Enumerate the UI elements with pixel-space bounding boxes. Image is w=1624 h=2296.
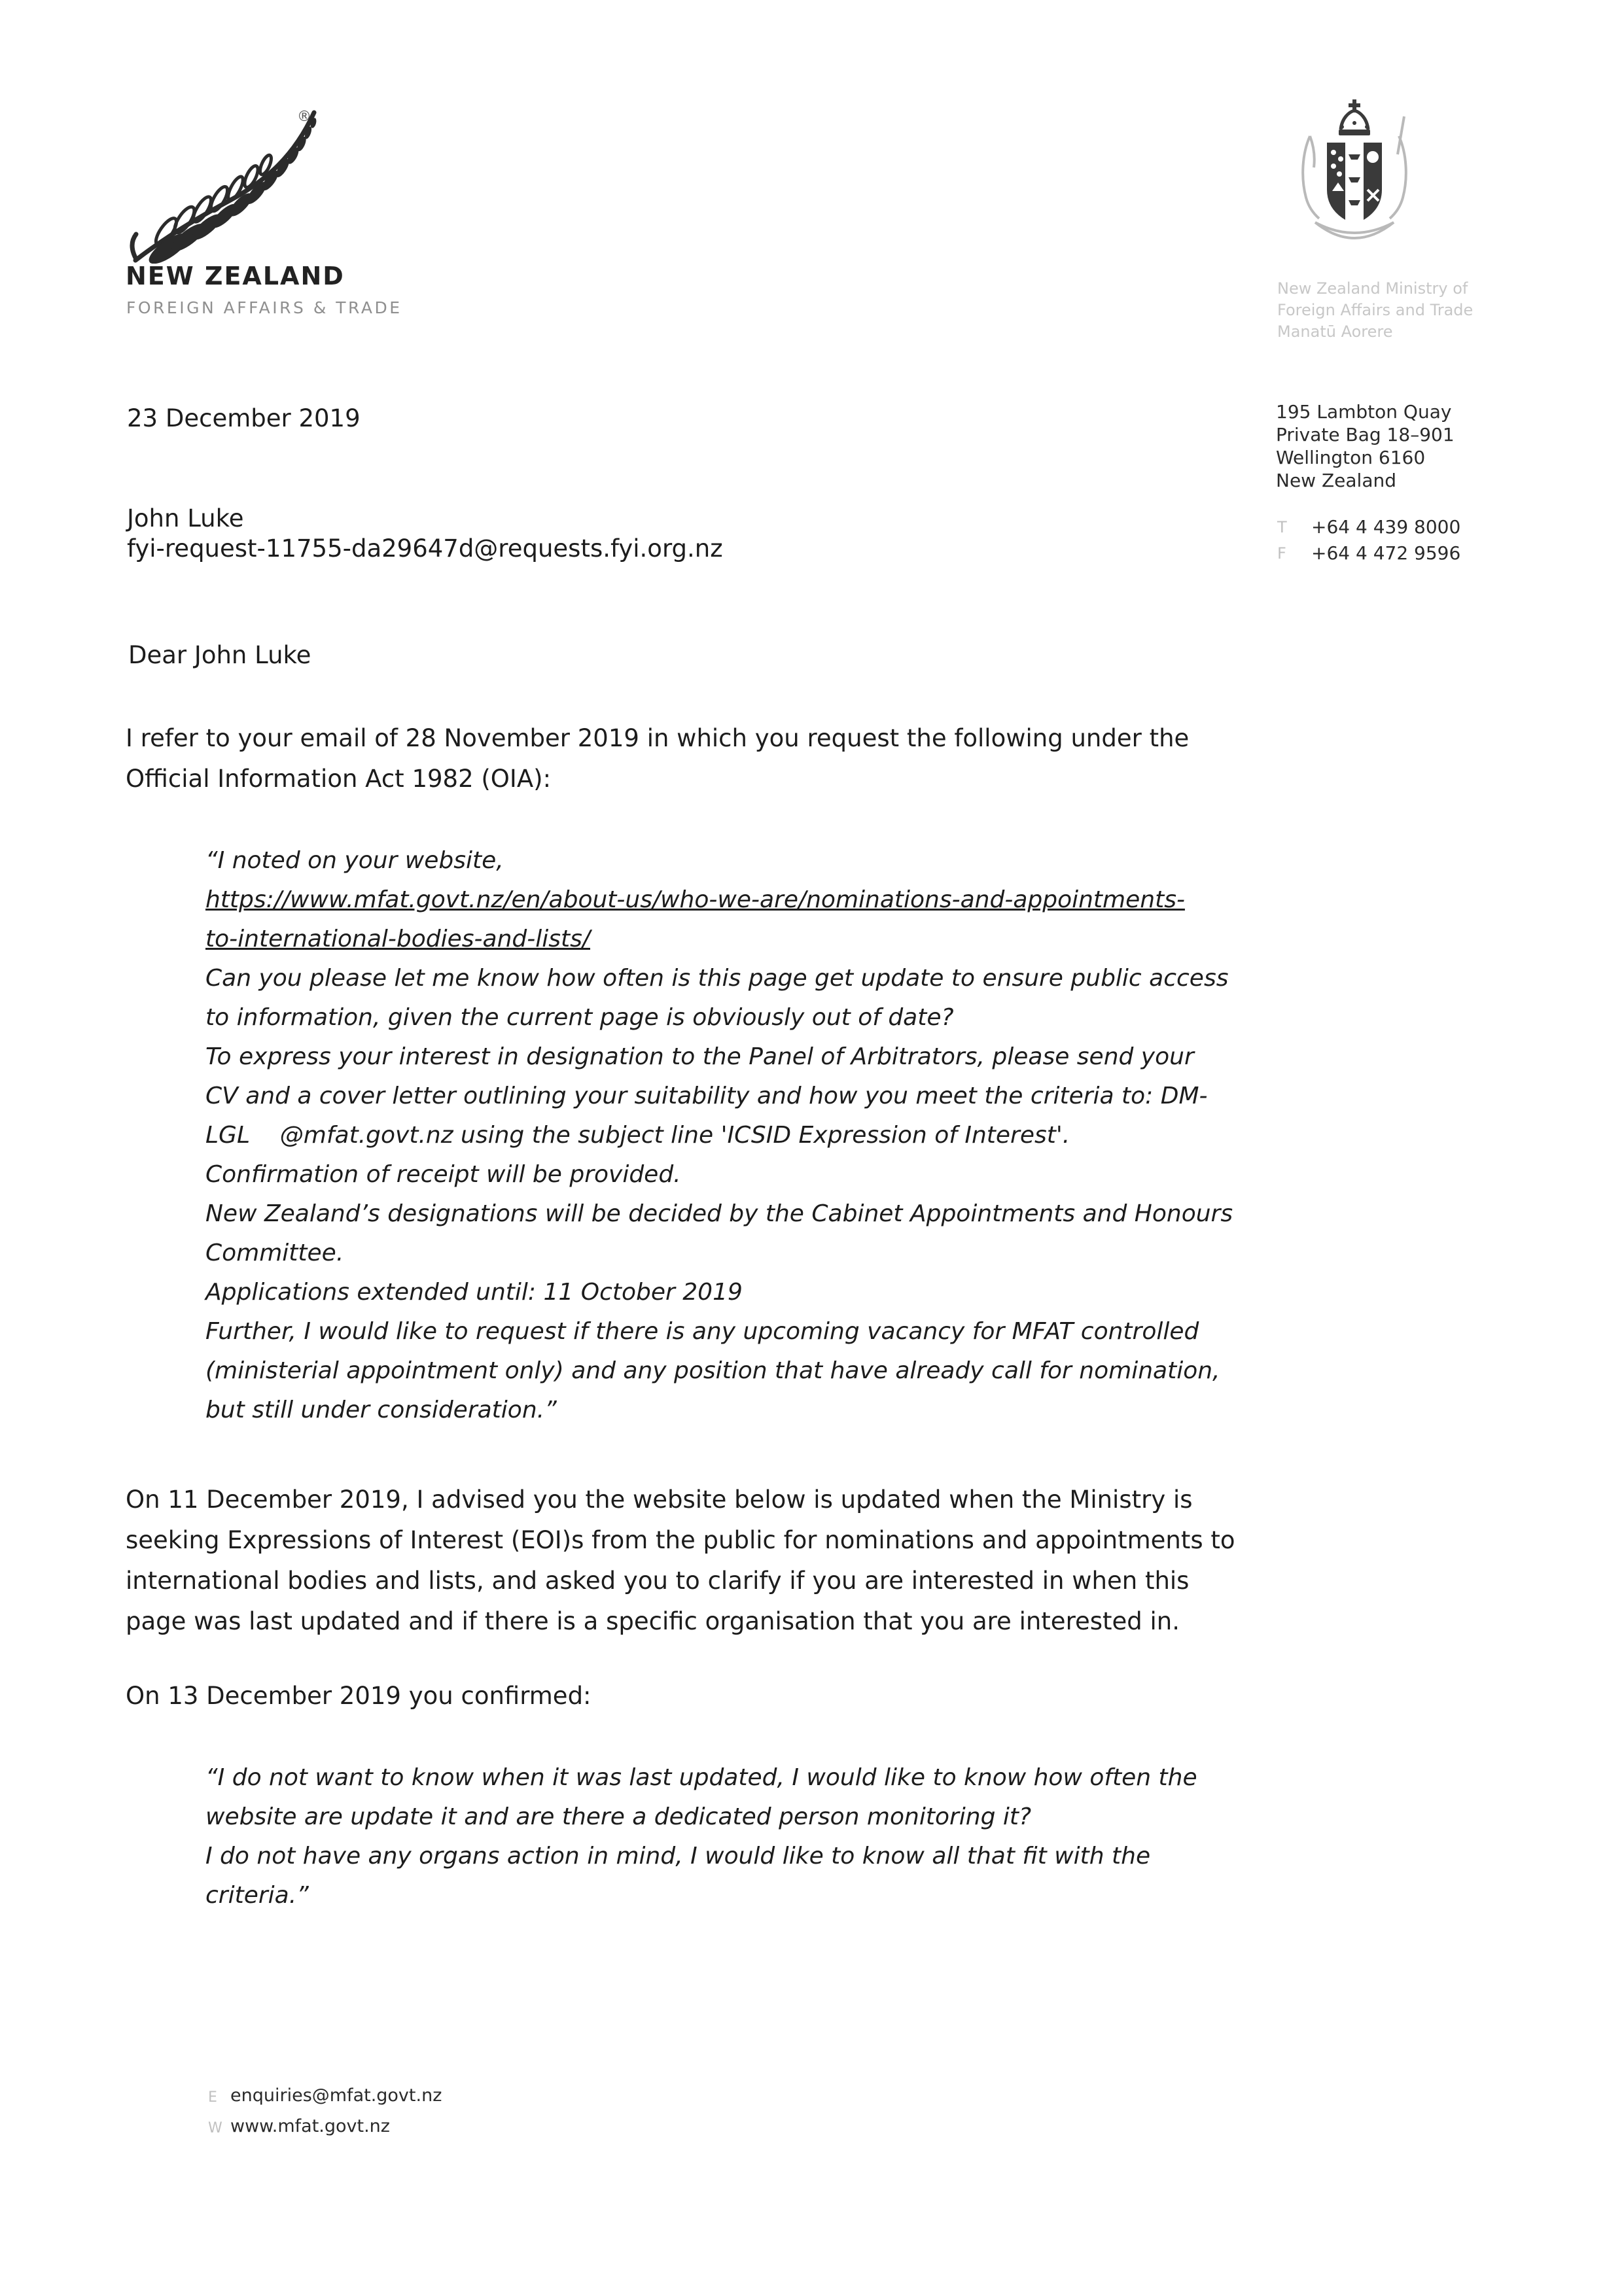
address-line: New Zealand: [1276, 470, 1396, 491]
quote-line: website are update it and are there a dedicated person monitoring it?: [205, 1803, 1032, 1830]
paragraph-advice: [126, 1480, 1235, 1642]
mfat-logo: [126, 103, 402, 317]
phone-label-t: T: [1277, 518, 1287, 536]
ministry-address: [1276, 400, 1455, 492]
quote-line: I do not have any organs action in mind, I would like to know all that fit with the: [205, 1843, 1151, 1870]
paragraph-line: page was last updated and if there is a specific organisation that you are interested in.: [126, 1607, 1180, 1635]
quote-line: “I do not want to know when it was last updated, I would like to know how often the: [205, 1764, 1197, 1791]
quote-line: LGL @mfat.govt.nz using the subject line 'ICSID Expression of Interest'.: [205, 1122, 1070, 1149]
quote-line: Committee.: [205, 1240, 344, 1266]
quote-line: Further, I would like to request if there is any upcoming vacancy for MFAT controlled: [205, 1318, 1199, 1345]
web-label: W: [208, 2120, 222, 2136]
paragraph-line: international bodies and lists, and asked you to clarify if you are interested in when this: [126, 1567, 1190, 1595]
quote-line: Can you please let me know how often is this page get update to ensure public access: [205, 965, 1229, 992]
ministry-caption-line: New Zealand Ministry of: [1277, 279, 1468, 298]
salutation: Dear John Luke: [128, 641, 311, 669]
ministry-phone: [1277, 514, 1460, 566]
coat-of-arms-icon: [1276, 92, 1433, 245]
ministry-caption-line: Manatū Aorere: [1277, 322, 1393, 341]
recipient-block: [127, 504, 723, 564]
coat-of-arms: [1276, 92, 1433, 245]
phone-label-f: F: [1277, 544, 1286, 563]
footer-website: www.mfat.govt.nz: [230, 2116, 390, 2136]
quote-line: Confirmation of receipt will be provided.: [205, 1161, 681, 1188]
letter-footer: [208, 2081, 442, 2143]
paragraph-confirmed-lead: [126, 1676, 591, 1716]
quote-line: to information, given the current page is obviously out of date?: [205, 1004, 954, 1031]
paragraph-line: Official Information Act 1982 (OIA):: [126, 765, 552, 793]
logo-brand-text: NEW ZEALAND: [126, 262, 345, 290]
quote-line: “I noted on your website,: [205, 847, 504, 874]
paragraph-line: On 13 December 2019 you confirmed:: [126, 1682, 591, 1710]
recipient-email: fyi-request-11755-da29647d@requests.fyi.org.nz: [127, 534, 723, 563]
address-line: 195 Lambton Quay: [1276, 401, 1452, 423]
quote-line: CV and a cover letter outlining your suitability and how you meet the criteria to: DM-: [205, 1083, 1208, 1109]
ministry-caption: [1277, 278, 1473, 343]
quote-line: Applications extended until: 11 October 2019: [205, 1279, 743, 1306]
quote-line: (ministerial appointment only) and any position that have already call for nomination,: [205, 1357, 1220, 1384]
fax-number: +64 4 472 9596: [1311, 542, 1461, 564]
paragraph-line: On 11 December 2019, I advised you the website below is updated when the Ministry is: [126, 1486, 1193, 1514]
recipient-name: John Luke: [127, 504, 244, 532]
quote-line: To express your interest in designation to the Panel of Arbitrators, please send your: [205, 1043, 1194, 1070]
quote-link-line: to-international-bodies-and-lists/: [205, 926, 591, 952]
paragraph-intro: [126, 718, 1189, 799]
email-label: E: [208, 2089, 217, 2106]
quote-link-line: https://www.mfat.govt.nz/en/about-us/who-we-are/nominations-and-appointments-: [205, 886, 1185, 913]
logo-sub-text: FOREIGN AFFAIRS & TRADE: [126, 298, 402, 317]
quote-line: criteria.”: [205, 1882, 309, 1909]
address-line: Wellington 6160: [1276, 447, 1426, 468]
quoted-request: [205, 841, 1233, 1430]
silver-fern-icon: [126, 103, 322, 264]
registered-trademark-mark: ®: [297, 109, 311, 125]
address-line: Private Bag 18–901: [1276, 424, 1455, 445]
footer-email: enquiries@mfat.govt.nz: [230, 2085, 442, 2106]
paragraph-line: I refer to your email of 28 November 2019 in which you request the following under the: [126, 724, 1190, 752]
quoted-confirmation: [205, 1758, 1197, 1915]
phone-number: +64 4 439 8000: [1311, 516, 1461, 538]
paragraph-line: seeking Expressions of Interest (EOI)s from the public for nominations and appointments to: [126, 1526, 1235, 1554]
quote-line: but still under consideration.”: [205, 1397, 557, 1423]
ministry-caption-line: Foreign Affairs and Trade: [1277, 301, 1474, 319]
letter-date: 23 December 2019: [127, 404, 361, 432]
quote-line: New Zealand’s designations will be decided by the Cabinet Appointments and Honours: [205, 1200, 1233, 1227]
